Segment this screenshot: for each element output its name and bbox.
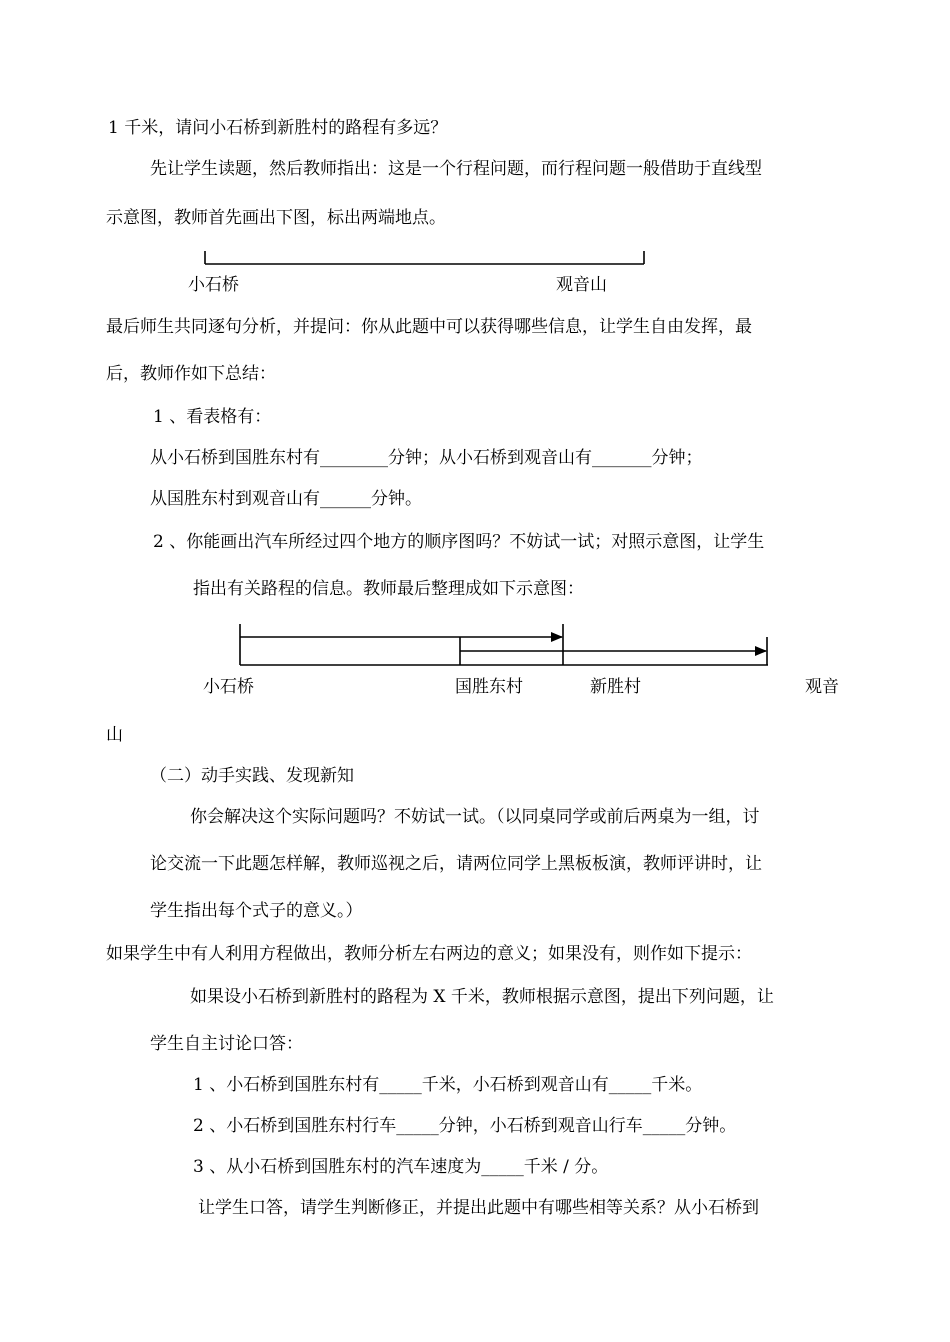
place-label: 新胜村 (590, 677, 641, 697)
place-label: 小石桥 (203, 677, 254, 697)
text-line: 1 、小石桥到国胜东村有_____千米，小石桥到观音山有_____千米。 (193, 1075, 703, 1095)
section-heading: （二）动手实践、发现新知 (150, 766, 354, 786)
text-line: 示意图，教师首先画出下图，标出两端地点。 (106, 208, 446, 228)
text-line: 学生指出每个式子的意义。） (150, 901, 363, 921)
text-line: 论交流一下此题怎样解，教师巡视之后，请两位同学上黑板板演，教师评讲时，让 (150, 854, 762, 874)
text-line: 3 、从小石桥到国胜东村的汽车速度为_____千米 / 分。 (193, 1157, 609, 1177)
text-line: 1 、看表格有： (153, 407, 272, 427)
text-line: 让学生口答，请学生判断修正，并提出此题中有哪些相等关系？从小石桥到 (198, 1198, 759, 1218)
text-line: 你会解决这个实际问题吗？不妨试一试。（以同桌同学或前后两桌为一组，讨 (190, 807, 760, 827)
place-label: 观音 (805, 677, 839, 697)
text-line: 后，教师作如下总结： (106, 364, 276, 384)
text-line: 最后师生共同逐句分析，并提问：你从此题中可以获得哪些信息，让学生自由发挥，最 (106, 317, 752, 337)
text-line: 2 、你能画出汽车所经过四个地方的顺序图吗？不妨试一试；对照示意图，让学生 (153, 532, 765, 552)
text-line: 如果设小石桥到新胜村的路程为 X 千米，教师根据示意图，提出下列问题，让 (190, 987, 774, 1007)
text-line: 如果学生中有人利用方程做出，教师分析左右两边的意义；如果没有，则作如下提示： (106, 944, 752, 964)
text-line: 从小石桥到国胜东村有________分钟；从小石桥到观音山有_______分钟； (150, 448, 703, 468)
text-line: 2 、小石桥到国胜东村行车_____分钟，小石桥到观音山行车_____分钟。 (193, 1116, 737, 1136)
text-line: 1 千米，请问小石桥到新胜村的路程有多远？ (108, 118, 448, 138)
place-label: 小石桥 (188, 275, 239, 295)
text-line: 学生自主讨论口答： (150, 1034, 303, 1054)
place-label: 国胜东村 (455, 677, 523, 697)
text-line: 先让学生读题，然后教师指出：这是一个行程问题，而行程问题一般借助于直线型 (150, 159, 762, 179)
text-line: 从国胜东村到观音山有______分钟。 (150, 489, 422, 509)
place-label: 观音山 (556, 275, 607, 295)
text-line: 山 (106, 725, 123, 745)
text-line: 指出有关路程的信息。教师最后整理成如下示意图： (193, 579, 584, 599)
